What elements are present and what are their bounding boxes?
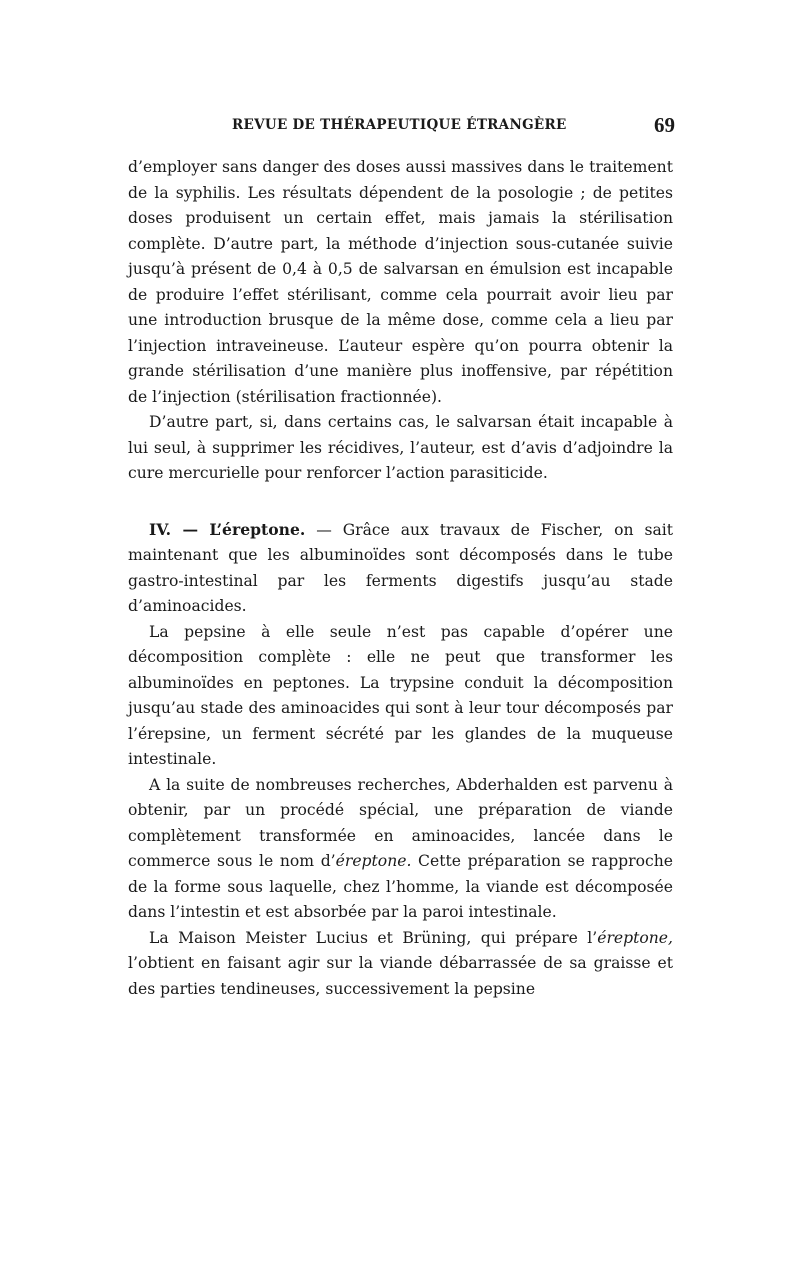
- body-text: [128, 155, 673, 1002]
- paragraph-section-iv: [128, 517, 673, 620]
- section-iv-intro: — Grâce aux travaux de Fischer, on sait maintenant que les albuminoïdes sont décomposés dans le tube gastro-intestinal par les ferments digestifs jusqu’au stade d’aminoacides.: [128, 520, 674, 615]
- meister-text-end: l’obtient en faisant agir sur la viande débarrassée de sa graisse et des parties tendineuses, successivement la pepsine: [128, 954, 673, 998]
- abderhalden-text-end: Cette préparation se rapproche de la forme sous laquelle, chez l’homme, la viande est décomposée dans l’intestin et est absorbée par la paroi intestinale.: [128, 852, 673, 921]
- paragraph-continuation: d’employer sans danger des doses aussi massives dans le traitement de la syphilis. Les résultats dépendent de la posologie ; de petites doses produisent un certain effet, mais jamais la stérilisation complète. D’autre part, la méthode d’injection sous-cutanée suivie jusqu’à présent de 0,4 à 0,5 de salvarsan en émulsion est incapable de produire l’effet stérilisant, comme cela pourrait avoir lieu par une introduction brusque de la même dose, comme cela a lieu par l’injection intraveineuse. L’auteur espère qu’on pourra obtenir la grande stérilisation d’une manière plus inoffensive, par répétition de l’injection (stérilisation fractionnée).: [128, 158, 673, 406]
- meister-text-start: La Maison Meister Lucius et Brüning, qui prépare l’: [149, 928, 598, 947]
- term-ereptone: éreptone.: [335, 852, 412, 870]
- paragraph-meister-lucius: [128, 926, 673, 1003]
- paragraph-mercurial-cure: D’autre part, si, dans certains cas, le salvarsan était incapable à lui seul, à supprimer les récidives, l’auteur, est d’avis d’adjoindre la cure mercurielle pour renforcer l’action parasiticide.: [128, 413, 673, 482]
- page-number: 69: [654, 113, 675, 137]
- running-title: REVUE DE THÉRAPEUTIQUE ÉTRANGÈRE: [232, 117, 567, 133]
- abderhalden-text-start: A la suite de nombreuses recherches, Abderhalden est parvenu à obtenir, par un procédé spécial, une préparation de viande complètement transformée en aminoacides, lancée dans le commerce sous le nom d’: [128, 775, 673, 870]
- paragraph-pepsine: La pepsine à elle seule n’est pas capable d’opérer une décomposition complète : elle ne peut que transformer les albuminoïdes en peptones. La trypsine conduit la décomposition jusqu’au stade des aminoacides qui sont à leur tour décomposés par l’érepsine, un ferment sécrété par les glandes de la muqueuse intestinale.: [128, 622, 673, 768]
- section-heading-ereptone: IV. — L’éreptone.: [149, 519, 306, 539]
- section-spacer: [128, 487, 673, 517]
- paragraph-abderhalden: [128, 773, 673, 926]
- term-ereptone-2: éreptone,: [597, 928, 673, 947]
- running-head: [160, 115, 675, 141]
